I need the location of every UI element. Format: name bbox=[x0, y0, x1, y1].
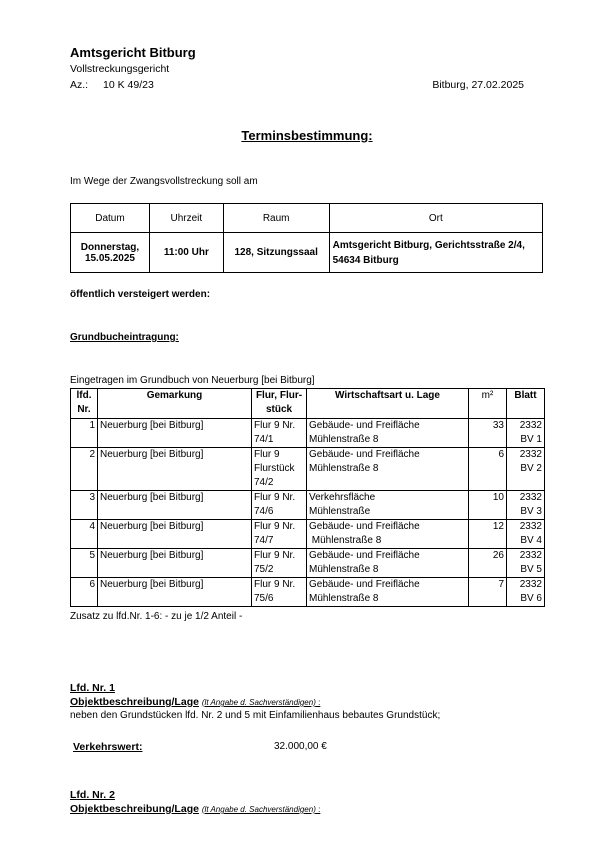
row-qm: 33 bbox=[469, 419, 507, 448]
row-nr: 3 bbox=[71, 491, 98, 520]
document-title: Terminsbestimmung: bbox=[241, 128, 373, 143]
row-flur-line1: Flur 9 Nr. bbox=[254, 521, 296, 532]
row-gemarkung: Neuerburg [bei Bitburg] bbox=[98, 578, 252, 607]
header-qm: m² bbox=[469, 389, 507, 419]
row-type: Gebäude- und Freifläche bbox=[309, 550, 420, 561]
row-flur bbox=[252, 578, 307, 607]
row-qm: 26 bbox=[469, 549, 507, 578]
label-colon: : bbox=[315, 805, 321, 814]
row-location: Mühlenstraße 8 bbox=[309, 434, 379, 445]
row-wirtschaftsart bbox=[307, 419, 469, 448]
row-bv: BV 3 bbox=[520, 506, 542, 517]
land-register-intro: Eingetragen im Grundbuch von Neuerburg [bei Bitburg] bbox=[70, 375, 315, 386]
row-flur-line1: Flur 9 Nr. bbox=[254, 579, 296, 590]
land-register-table bbox=[70, 388, 545, 607]
row-wirtschaftsart bbox=[307, 491, 469, 520]
row-type: Verkehrsfläche bbox=[309, 492, 376, 503]
row-nr: 5 bbox=[71, 549, 98, 578]
table-row bbox=[71, 491, 545, 520]
row-flur-line1: Flur 9 Nr. bbox=[254, 550, 296, 561]
expert-note: (lt Angabe d. Sachverständigen) bbox=[201, 698, 316, 707]
row-blatt-nr: 2332 bbox=[519, 579, 542, 590]
land-register-heading: Grundbucheintragung: bbox=[70, 332, 179, 343]
row-wirtschaftsart bbox=[307, 520, 469, 549]
header-lfd-line1: lfd. bbox=[76, 390, 92, 401]
row-bv: BV 1 bbox=[520, 434, 542, 445]
row-location: Mühlenstraße 8 bbox=[309, 535, 382, 546]
table-row bbox=[71, 419, 545, 448]
header-lfd-nr bbox=[71, 389, 98, 419]
appointment-room: 128, Sitzungssaal bbox=[223, 233, 329, 273]
row-location: Mühlenstraße bbox=[309, 506, 371, 517]
market-value: 32.000,00 € bbox=[274, 741, 327, 752]
header-uhrzeit: Uhrzeit bbox=[149, 204, 223, 233]
row-gemarkung: Neuerburg [bei Bitburg] bbox=[98, 520, 252, 549]
table-row bbox=[71, 549, 545, 578]
row-blatt bbox=[507, 578, 545, 607]
table-row bbox=[71, 578, 545, 607]
row-qm: 6 bbox=[469, 448, 507, 491]
row-bv: BV 6 bbox=[520, 593, 542, 604]
row-flur-line2: 74/7 bbox=[254, 535, 274, 546]
row-flur-line3: 74/2 bbox=[254, 477, 274, 488]
row-qm: 12 bbox=[469, 520, 507, 549]
row-blatt bbox=[507, 491, 545, 520]
appointment-table-header bbox=[71, 204, 543, 233]
land-register-header bbox=[71, 389, 545, 419]
row-flur-line1: Flur 9 bbox=[254, 449, 280, 460]
appointment-table-row bbox=[71, 233, 543, 273]
row-bv: BV 5 bbox=[520, 564, 542, 575]
object-description-label: Objektbeschreibung/Lage bbox=[70, 696, 199, 708]
row-flur-line1: Flur 9 Nr. bbox=[254, 492, 296, 503]
row-type: Gebäude- und Freifläche bbox=[309, 579, 420, 590]
header-ort: Ort bbox=[329, 204, 542, 233]
header-flur-line2: stück bbox=[265, 404, 293, 415]
row-blatt-nr: 2332 bbox=[519, 550, 542, 561]
row-blatt bbox=[507, 520, 545, 549]
row-flur bbox=[252, 491, 307, 520]
expert-note: (lt Angabe d. Sachverständigen) bbox=[201, 805, 316, 814]
row-wirtschaftsart bbox=[307, 448, 469, 491]
intro-text: Im Wege der Zwangsvollstreckung soll am bbox=[70, 176, 258, 187]
appointment-weekday: Donnerstag, bbox=[80, 241, 140, 253]
row-flur-line2: 75/2 bbox=[254, 564, 274, 575]
object-description-label: Objektbeschreibung/Lage bbox=[70, 803, 199, 815]
row-bv: BV 2 bbox=[520, 463, 542, 474]
place-date: Bitburg, 27.02.2025 bbox=[432, 79, 524, 91]
court-name: Amtsgericht Bitburg bbox=[70, 45, 196, 60]
row-wirtschaftsart bbox=[307, 549, 469, 578]
row-location: Mühlenstraße 8 bbox=[309, 564, 379, 575]
row-blatt bbox=[507, 448, 545, 491]
row-flur-line2: 74/6 bbox=[254, 506, 274, 517]
row-blatt bbox=[507, 419, 545, 448]
row-flur bbox=[252, 549, 307, 578]
row-flur-line2: 74/1 bbox=[254, 434, 274, 445]
share-note: Zusatz zu lfd.Nr. 1-6: - zu je 1/2 Anteil - bbox=[70, 611, 243, 622]
table-row bbox=[71, 520, 545, 549]
header-blatt: Blatt bbox=[507, 389, 545, 419]
file-number-value: 10 K 49/23 bbox=[103, 79, 154, 91]
item-2-heading: Lfd. Nr. 2 bbox=[70, 789, 115, 801]
row-blatt-nr: 2332 bbox=[519, 492, 542, 503]
row-qm: 7 bbox=[469, 578, 507, 607]
row-blatt-nr: 2332 bbox=[519, 420, 542, 431]
row-flur-line2: Flurstück bbox=[254, 463, 295, 474]
label-colon: : bbox=[315, 698, 321, 707]
row-flur-line2: 75/6 bbox=[254, 593, 274, 604]
item-1-description-label bbox=[70, 696, 320, 708]
header-gemarkung: Gemarkung bbox=[98, 389, 252, 419]
row-flur bbox=[252, 448, 307, 491]
row-blatt-nr: 2332 bbox=[519, 521, 542, 532]
row-location: Mühlenstraße 8 bbox=[309, 463, 379, 474]
row-gemarkung: Neuerburg [bei Bitburg] bbox=[98, 549, 252, 578]
row-type: Gebäude- und Freifläche bbox=[309, 521, 420, 532]
header-raum: Raum bbox=[223, 204, 329, 233]
court-subtitle: Vollstreckungsgericht bbox=[70, 63, 170, 75]
row-gemarkung: Neuerburg [bei Bitburg] bbox=[98, 448, 252, 491]
row-gemarkung: Neuerburg [bei Bitburg] bbox=[98, 491, 252, 520]
header-flur-line1: Flur, Flur- bbox=[255, 390, 303, 401]
appointment-date bbox=[71, 233, 150, 273]
appointment-time: 11:00 Uhr bbox=[149, 233, 223, 273]
row-flur-line1: Flur 9 Nr. bbox=[254, 420, 296, 431]
row-flur bbox=[252, 520, 307, 549]
row-nr: 6 bbox=[71, 578, 98, 607]
item-1-heading: Lfd. Nr. 1 bbox=[70, 682, 115, 694]
row-nr: 4 bbox=[71, 520, 98, 549]
row-gemarkung: Neuerburg [bei Bitburg] bbox=[98, 419, 252, 448]
header-flur bbox=[252, 389, 307, 419]
appointment-date-value: 15.05.2025 bbox=[84, 252, 135, 264]
row-wirtschaftsart bbox=[307, 578, 469, 607]
header-datum: Datum bbox=[71, 204, 150, 233]
header-lfd-line2: Nr. bbox=[77, 404, 91, 415]
row-type: Gebäude- und Freifläche bbox=[309, 420, 420, 431]
row-location: Mühlenstraße 8 bbox=[309, 593, 379, 604]
row-blatt-nr: 2332 bbox=[519, 449, 542, 460]
header-wirtschaftsart: Wirtschaftsart u. Lage bbox=[307, 389, 469, 419]
market-value-label: Verkehrswert: bbox=[73, 741, 143, 753]
table-row bbox=[71, 448, 545, 491]
appointment-place: Amtsgericht Bitburg, Gerichtsstraße 2/4, 54634 Bitburg bbox=[329, 233, 542, 273]
appointment-table bbox=[70, 203, 543, 273]
row-blatt bbox=[507, 549, 545, 578]
item-1-description: neben den Grundstücken lfd. Nr. 2 und 5 mit Einfamilienhaus bebautes Grundstück; bbox=[70, 710, 441, 721]
row-flur bbox=[252, 419, 307, 448]
auction-statement: öffentlich versteigert werden: bbox=[70, 289, 211, 300]
row-nr: 1 bbox=[71, 419, 98, 448]
item-2-description-label bbox=[70, 803, 320, 815]
row-nr: 2 bbox=[71, 448, 98, 491]
row-type: Gebäude- und Freifläche bbox=[309, 449, 420, 460]
row-bv: BV 4 bbox=[520, 535, 542, 546]
file-number-label: Az.: bbox=[70, 79, 89, 91]
row-qm: 10 bbox=[469, 491, 507, 520]
